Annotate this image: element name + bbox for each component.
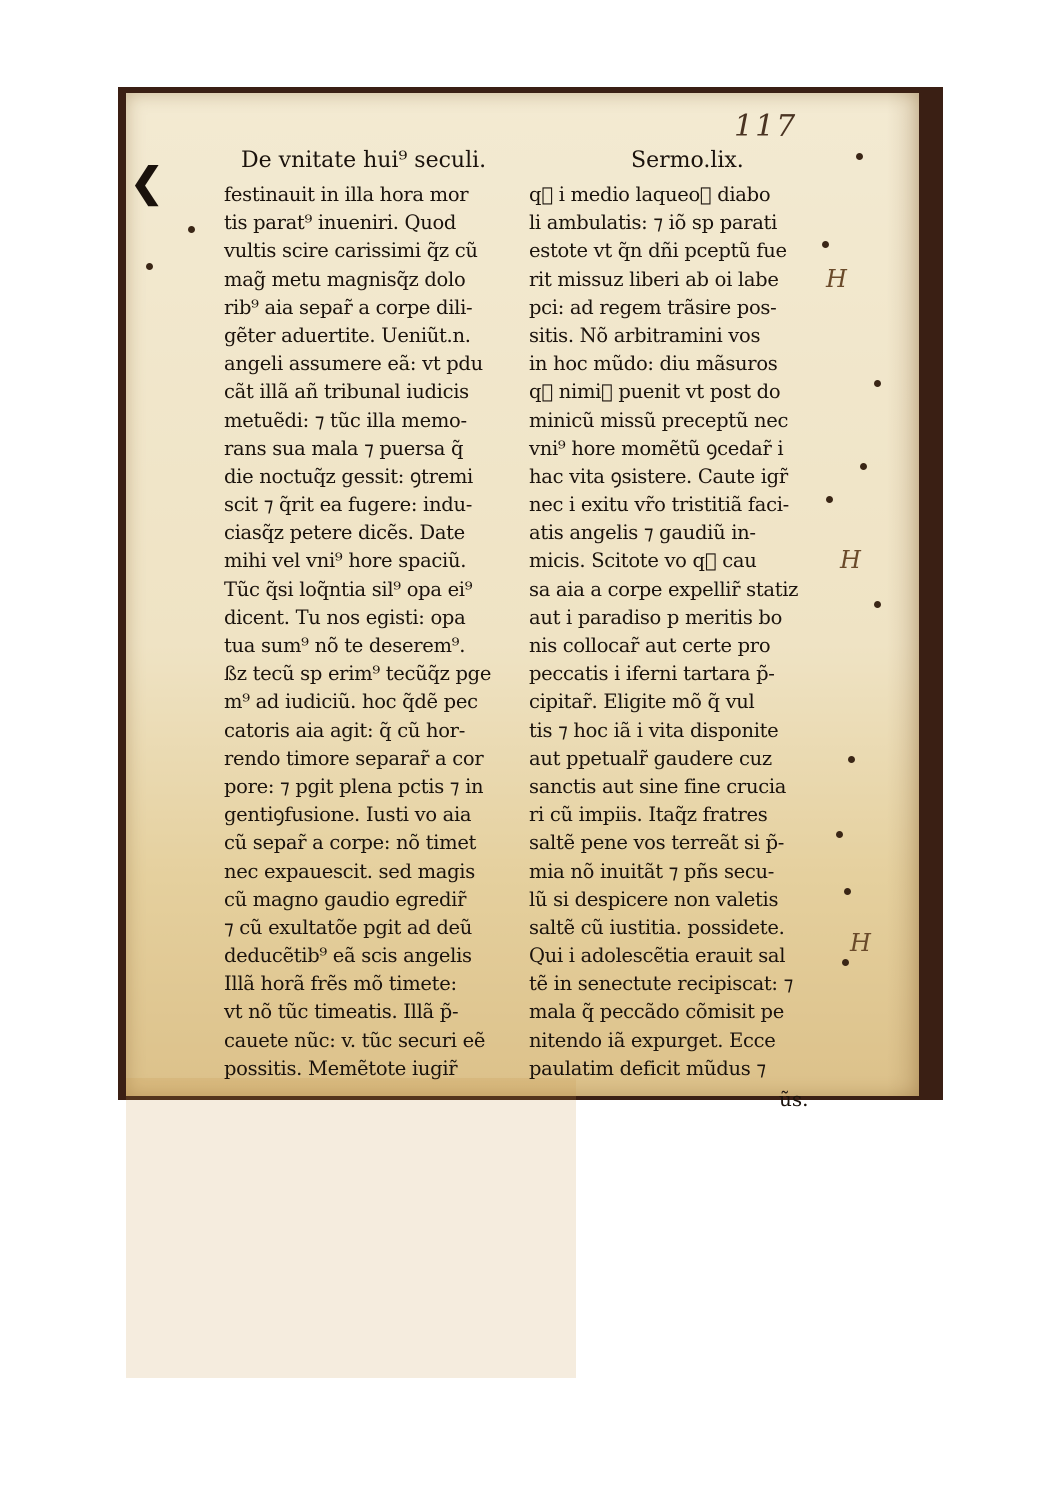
ink-dot [848,756,855,763]
text-line: micis. Scitote vo q᷑ cau [529,549,757,573]
text-line: q᷑ nimiꝝ puenit vt post do [529,380,781,404]
ink-dot [874,380,881,387]
text-line: ⁊ cũ exultatõe pgit ad deũ [224,915,473,939]
text-line: in hoc mũdo: diu mãsuros [529,352,778,376]
text-line: mihi vel vni⁹ hore spaciũ. [224,549,467,573]
text-line: Illã horã frẽs mõ timete: [224,972,457,996]
text-line: scit ⁊ q̃rit ea fugere: indu- [224,493,472,517]
text-line: Qui i adolescẽtia erauit sal [529,944,786,968]
text-line: deducẽtib⁹ eã scis angelis [224,944,472,968]
folio-number: 117 [734,109,798,144]
ink-dot [874,601,881,608]
text-line: cũ magno gaudio egredir̃ [224,887,467,911]
text-line: rendo timore separar̃ a cor [224,746,484,770]
marginal-annotation: H [850,929,871,957]
text-line: vultis scire carissimi q̃z cũ [224,239,478,263]
text-line: nec expauescit. sed magis [224,859,475,883]
text-line: rit missuz liberi ab oi labe [529,267,779,291]
text-line: q᷑ i medio laqueoꝝ diabo [529,183,771,206]
ink-dot [822,241,829,248]
text-line: tis parat⁹ inueniri. Quod [224,211,457,235]
text-line: nis collocar̃ aut certe pro [529,634,771,657]
left-text-column [224,181,524,1083]
text-line: metuẽdi: ⁊ tũc illa memo- [224,408,467,432]
text-line: sanctis aut sine fine crucia [529,774,787,798]
ink-dot [826,496,833,503]
text-line: die noctuq̃z gessit: ꝯtremi [224,464,473,488]
text-line: mala q̃ peccãdo cõmisit pe [529,1000,784,1024]
text-line: catoris aia agit: q̃ cũ hor- [224,718,465,742]
text-line: saltẽ cũ iustitia. possidete. [529,915,785,939]
text-line: cãt illã añ tribunal iudicis [224,380,469,404]
text-line: li ambulatis: ⁊ iõ sp parati [529,211,778,235]
text-line: tẽ in senectute recipiscat: ⁊ [529,972,793,996]
ink-dot [856,153,863,160]
ink-dot [842,959,849,966]
catchword: ũs. [779,1087,809,1111]
text-line: paulatim deficit mũdus ⁊ [529,1056,766,1080]
text-line: sitis. Nõ arbitramini vos [529,323,761,347]
text-line: dicent. Tu nos egisti: opa [224,605,466,629]
text-line: angeli assumere eã: vt pdu [224,352,483,376]
text-line: Tũc q̃si loq̃ntia sil⁹ opa ei⁹ [224,577,473,601]
book-page [126,93,919,1111]
document-scan [118,87,943,1111]
text-line: nitendo iã expurget. Ecce [529,1028,776,1052]
text-line: ri cũ impiis. Itaq̃z fratres [529,803,768,827]
text-line: lũ si despicere non valetis [529,887,779,911]
text-line: cũ separ̃ a corpe: nõ timet [224,831,477,855]
text-line: atis angelis ⁊ gaudiũ in- [529,521,756,545]
text-line: vt nõ tũc timeatis. Illã p̃- [224,1000,459,1024]
ink-dot [836,831,843,838]
text-line: festinauit in illa hora mor [224,183,469,206]
margin-bracket-icon: ❮ [130,159,164,206]
text-line: ßz tecũ sp erim⁹ tecũq̃z pge [224,662,492,686]
text-line: mag̃ metu magnisq̃z dolo [224,267,466,291]
text-line: saltẽ pene vos terreãt si p̃- [529,831,785,855]
text-line: mia nõ inuitãt ⁊ pñs secu- [529,859,775,883]
text-line: tua sum⁹ nõ te deserem⁹. [224,634,466,657]
text-line: peccatis i iferni tartara p̃- [529,662,775,686]
text-line: m⁹ ad iudiciũ. hoc q̃dẽ pec [224,690,478,714]
text-line: vni⁹ hore momẽtũ ꝯcedar̃ i [529,436,784,460]
text-line: estote vt q̃n dñi pceptũ fue [529,239,787,263]
text-line: tis ⁊ hoc iã i vita disponite [529,718,779,742]
right-text-column [529,181,829,1083]
text-line: sa aia a corpe expellir̃ statiz [529,577,799,601]
text-line: cauete nũc: v. tũc securi eẽ [224,1028,486,1052]
text-line: gentiꝯfusione. Iusti vo aia [224,803,472,827]
text-line: nec i exitu vr̃o tristitiã faci- [529,493,789,517]
text-line: ciasq̃z petere dicẽs. Date [224,521,465,545]
left-running-heading: De vnitate hui⁹ seculi. [241,148,487,173]
marginal-annotation: H [840,546,861,574]
text-line: hac vita ꝯsistere. Caute igr̃ [529,464,788,488]
text-line: possitis. Memẽtote iugir̃ [224,1056,458,1080]
text-line: aut i paradiso p meritis bo [529,605,783,629]
text-line: rans sua mala ⁊ puersa q̃ [224,436,464,460]
text-line: cipitar̃. Eligite mõ q̃ vul [529,690,755,714]
text-line: aut ppetualr̃ gaudere cuz [529,746,772,770]
text-line: pci: ad regem trãsire pos- [529,295,777,319]
page-edge-shadow [887,93,919,1096]
ink-dot [146,263,153,270]
text-line: gẽter aduertite. Ueniũt.n. [224,323,471,347]
ink-dot [188,226,195,233]
text-line: pore: ⁊ pgit plena pctis ⁊ in [224,774,484,798]
text-line: rib⁹ aia separ̃ a corpe dili- [224,295,473,319]
ink-dot [860,463,867,470]
right-running-heading: Sermo.lix. [631,148,744,173]
ink-dot [844,888,851,895]
text-line: minicũ missũ preceptũ nec [529,408,789,432]
marginal-annotation: H [826,265,847,293]
paper-stain [126,1078,576,1378]
